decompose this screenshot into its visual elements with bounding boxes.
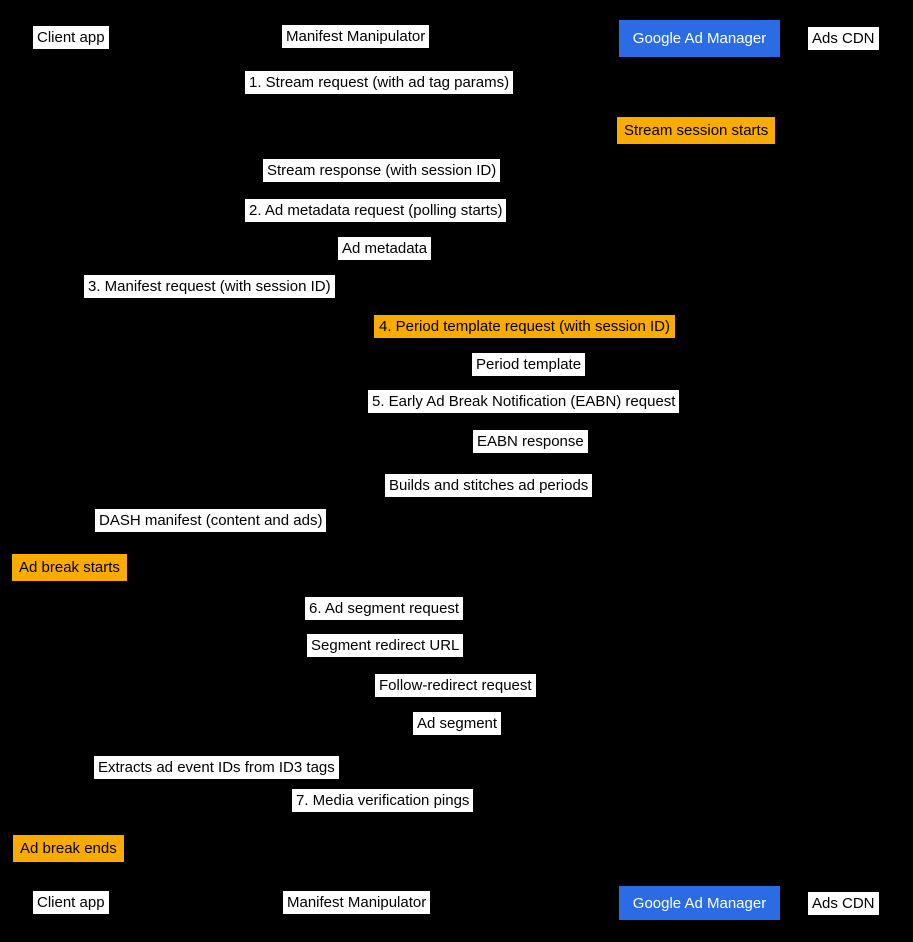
message-ad-segment-request: 6. Ad segment request <box>305 597 463 620</box>
message-extracts-ad-event-ids: Extracts ad event IDs from ID3 tags <box>94 756 339 779</box>
actor-google-ad-manager-top: Google Ad Manager <box>619 20 780 57</box>
message-stream-request: 1. Stream request (with ad tag params) <box>245 71 513 94</box>
actor-manifest-manipulator-bottom: Manifest Manipulator <box>283 891 430 914</box>
message-ad-metadata-request: 2. Ad metadata request (polling starts) <box>245 199 506 222</box>
actor-ads-cdn-bottom: Ads CDN <box>808 892 879 915</box>
note-ad-break-ends: Ad break ends <box>13 835 124 862</box>
message-segment-redirect-url: Segment redirect URL <box>307 634 463 657</box>
actor-google-ad-manager-bottom: Google Ad Manager <box>619 886 780 920</box>
message-follow-redirect-request: Follow-redirect request <box>375 674 536 697</box>
message-media-verification-pings: 7. Media verification pings <box>292 789 473 812</box>
note-stream-session-starts: Stream session starts <box>617 117 775 144</box>
actor-ads-cdn-top: Ads CDN <box>808 27 879 50</box>
note-ad-break-starts: Ad break starts <box>12 554 127 581</box>
message-eabn-response: EABN response <box>473 430 588 453</box>
message-eabn-request: 5. Early Ad Break Notification (EABN) request <box>368 390 679 413</box>
message-builds-stitches-ad-periods: Builds and stitches ad periods <box>385 474 592 497</box>
actor-manifest-manipulator-top: Manifest Manipulator <box>282 25 429 48</box>
message-ad-metadata: Ad metadata <box>338 237 431 260</box>
actor-client-app-top: Client app <box>33 26 109 49</box>
note-period-template-request: 4. Period template request (with session ID) <box>374 315 675 338</box>
message-stream-response: Stream response (with session ID) <box>263 159 500 182</box>
message-ad-segment: Ad segment <box>413 712 501 735</box>
message-manifest-request: 3. Manifest request (with session ID) <box>84 275 335 298</box>
message-dash-manifest: DASH manifest (content and ads) <box>95 509 326 532</box>
message-period-template: Period template <box>472 353 585 376</box>
actor-client-app-bottom: Client app <box>33 891 109 914</box>
